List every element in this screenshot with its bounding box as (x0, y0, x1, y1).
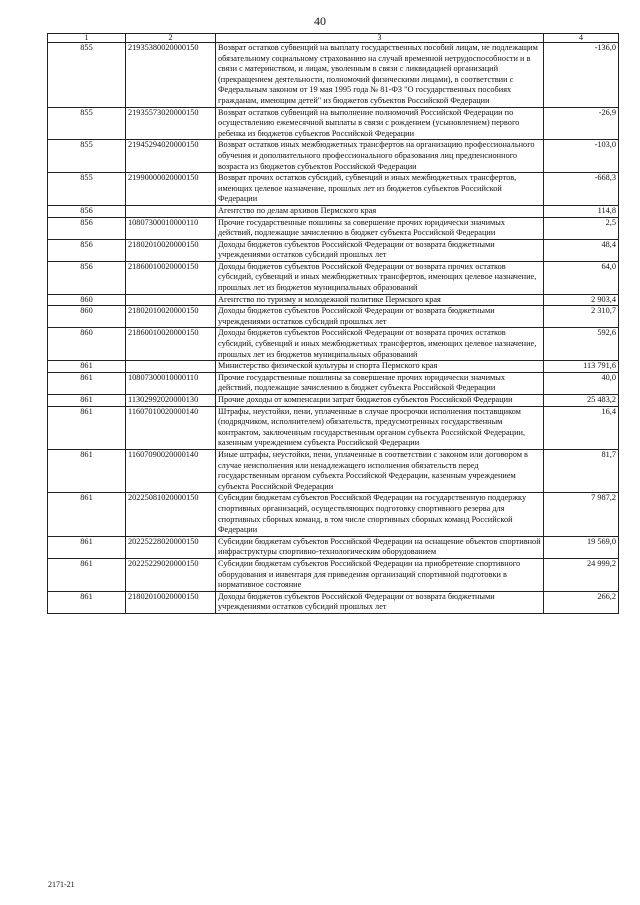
revenue-name-cell: Агентство по туризму и молодежной политике Пермского края (216, 294, 544, 306)
amount-cell: 19 569,0 (544, 536, 619, 558)
revenue-name-cell: Прочие государственные пошлины за совершение прочих юридически значимых действий, подлежащие зачислению в бюджет субъекта Российской Федерации (216, 372, 544, 394)
amount-cell: 2 310,7 (544, 306, 619, 328)
budget-classification-code-cell (126, 294, 216, 306)
amount-cell: 2,5 (544, 217, 619, 239)
admin-code-cell: 856 (48, 217, 126, 239)
revenue-name-cell: Агентство по делам архивов Пермского края (216, 205, 544, 217)
revenue-name-cell: Министерство физической культуры и спорта Пермского края (216, 361, 544, 373)
table-row (48, 173, 619, 206)
revenue-name-cell: Возврат остатков субвенций на выполнение полномочий Российской Федерации по осуществлению ежемесячной выплаты в связи с рождением (усыновлением) первого ребенка из бюджетов субъектов Российской Федерации (216, 107, 544, 140)
revenue-name-cell: Возврат прочих остатков субсидий, субвенций и иных межбюджетных трансфертов, имеющих целевое назначение, прошлых лет из бюджетов субъектов Российской Федерации (216, 173, 544, 206)
admin-code-cell: 861 (48, 558, 126, 591)
budget-classification-code-cell: 21935380020000150 (126, 43, 216, 108)
amount-cell: 592,6 (544, 328, 619, 361)
table-body (48, 43, 619, 614)
revenue-name-cell: Доходы бюджетов субъектов Российской Федерации от возврата бюджетными учреждениями остатков субсидий прошлых лет (216, 306, 544, 328)
table-row (48, 328, 619, 361)
table-row (48, 493, 619, 536)
budget-classification-code-cell: 10807300010000110 (126, 217, 216, 239)
amount-cell: 40,0 (544, 372, 619, 394)
amount-cell: -26,9 (544, 107, 619, 140)
budget-classification-code-cell: 11607010020000140 (126, 406, 216, 449)
table-row (48, 372, 619, 394)
budget-classification-code-cell: 21860010020000150 (126, 261, 216, 294)
revenue-name-cell: Доходы бюджетов субъектов Российской Федерации от возврата бюджетными учреждениями остатков субсидий прошлых лет (216, 239, 544, 261)
amount-cell: 48,4 (544, 239, 619, 261)
revenue-name-cell: Штрафы, неустойки, пени, уплаченные в случае просрочки исполнения поставщиком (подрядчиком, исполнителем) обязательств, предусмотренных государственным контрактом, заключенным государственным органом субъекта Российской Федерации, казенным учреждением субъекта Российской Федерации (216, 406, 544, 449)
table-row (48, 205, 619, 217)
admin-code-cell: 855 (48, 140, 126, 173)
revenue-name-cell: Субсидии бюджетам субъектов Российской Федерации на оснащение объектов спортивной инфраструктуры спортивно-технологическим оборудованием (216, 536, 544, 558)
amount-cell: -668,3 (544, 173, 619, 206)
revenue-name-cell: Иные штрафы, неустойки, пени, уплаченные в соответствии с законом или договором в случае неисполнения или ненадлежащего исполнения обязательств перед государственным органом субъекта Российской Федерации, казенным учреждением субъекта Российской Федерации (216, 449, 544, 492)
revenue-name-cell: Прочие доходы от компенсации затрат бюджетов субъектов Российской Федерации (216, 395, 544, 407)
table-row (48, 43, 619, 108)
footer-document-code: 2171-21 (48, 880, 75, 889)
column-header-3: 3 (216, 34, 544, 43)
admin-code-cell: 855 (48, 173, 126, 206)
table-row (48, 536, 619, 558)
amount-cell: 114,8 (544, 205, 619, 217)
table-row (48, 294, 619, 306)
revenue-name-cell: Субсидии бюджетам субъектов Российской Федерации на приобретение спортивного оборудования и инвентаря для приведения организаций спортивной подготовки в нормативное состояние (216, 558, 544, 591)
admin-code-cell: 855 (48, 107, 126, 140)
column-number-row (48, 34, 619, 43)
revenue-name-cell: Доходы бюджетов субъектов Российской Федерации от возврата прочих остатков субсидий, субвенций и иных межбюджетных трансфертов, имеющих целевое назначение, прошлых лет из бюджетов муниципальных образований (216, 261, 544, 294)
table-row (48, 591, 619, 613)
amount-cell: -136,0 (544, 43, 619, 108)
admin-code-cell: 860 (48, 306, 126, 328)
column-header-1: 1 (48, 34, 126, 43)
admin-code-cell: 860 (48, 328, 126, 361)
admin-code-cell: 861 (48, 372, 126, 394)
admin-code-cell: 861 (48, 395, 126, 407)
table-row (48, 107, 619, 140)
admin-code-cell: 856 (48, 261, 126, 294)
admin-code-cell: 856 (48, 205, 126, 217)
amount-cell: 7 987,2 (544, 493, 619, 536)
budget-classification-code-cell: 21990000020000150 (126, 173, 216, 206)
admin-code-cell: 861 (48, 406, 126, 449)
table-row (48, 239, 619, 261)
amount-cell: 266,2 (544, 591, 619, 613)
admin-code-cell: 855 (48, 43, 126, 108)
table-row (48, 558, 619, 591)
budget-classification-code-cell: 21802010020000150 (126, 239, 216, 261)
budget-classification-code-cell: 21945294020000150 (126, 140, 216, 173)
table-row (48, 361, 619, 373)
budget-classification-code-cell: 20225229020000150 (126, 558, 216, 591)
budget-classification-code-cell: 10807300010000110 (126, 372, 216, 394)
revenue-name-cell: Доходы бюджетов субъектов Российской Федерации от возврата бюджетными учреждениями остатков субсидий прошлых лет (216, 591, 544, 613)
table-row (48, 395, 619, 407)
page-number: 40 (314, 14, 326, 28)
budget-classification-code-cell: 20225081020000150 (126, 493, 216, 536)
budget-classification-code-cell: 21802010020000150 (126, 306, 216, 328)
admin-code-cell: 861 (48, 361, 126, 373)
admin-code-cell: 861 (48, 493, 126, 536)
amount-cell: 16,4 (544, 406, 619, 449)
budget-classification-code-cell (126, 205, 216, 217)
admin-code-cell: 861 (48, 536, 126, 558)
budget-classification-code-cell: 21935573020000150 (126, 107, 216, 140)
table-row (48, 306, 619, 328)
amount-cell: 64,0 (544, 261, 619, 294)
amount-cell: 2 903,4 (544, 294, 619, 306)
admin-code-cell: 861 (48, 449, 126, 492)
table-row (48, 261, 619, 294)
revenue-name-cell: Возврат остатков иных межбюджетных трансфертов на организацию профессионального обучения и дополнительного профессионального образования лиц предпенсионного возраста из бюджетов субъектов Российской Федерации (216, 140, 544, 173)
revenue-name-cell: Доходы бюджетов субъектов Российской Федерации от возврата прочих остатков субсидий, субвенций и иных межбюджетных трансфертов, имеющих целевое назначение, прошлых лет из бюджетов муниципальных образований (216, 328, 544, 361)
revenue-table (47, 33, 619, 614)
budget-classification-code-cell: 21860010020000150 (126, 328, 216, 361)
admin-code-cell: 860 (48, 294, 126, 306)
revenue-name-cell: Субсидии бюджетам субъектов Российской Федерации на государственную поддержку спортивных организаций, осуществляющих подготовку спортивного резерва для спортивных сборных команд, в том числе спортивных сборных команд Российской Федерации (216, 493, 544, 536)
amount-cell: 113 791,6 (544, 361, 619, 373)
budget-classification-code-cell: 11607090020000140 (126, 449, 216, 492)
budget-classification-code-cell: 20225228020000150 (126, 536, 216, 558)
table-row (48, 406, 619, 449)
admin-code-cell: 861 (48, 591, 126, 613)
amount-cell: 25 483,2 (544, 395, 619, 407)
admin-code-cell: 856 (48, 239, 126, 261)
budget-classification-code-cell: 11302992020000130 (126, 395, 216, 407)
budget-classification-code-cell (126, 361, 216, 373)
table-row (48, 217, 619, 239)
amount-cell: 24 999,2 (544, 558, 619, 591)
revenue-name-cell: Возврат остатков субвенций на выплату государственных пособий лицам, не подлежащим обязательному социальному страхованию на случай временной нетрудоспособности и в связи с материнством, и лицам, уволенным в связи с ликвидацией организаций (прекращением деятельности, полномочий физическими лицами), в соответствии с Федеральным законом от 19 мая 1995 года № 81-ФЗ "О государственных пособиях гражданам, имеющим детей" из бюджетов субъектов Российской Федерации (216, 43, 544, 108)
budget-classification-code-cell: 21802010020000150 (126, 591, 216, 613)
table-row (48, 449, 619, 492)
amount-cell: 81,7 (544, 449, 619, 492)
revenue-name-cell: Прочие государственные пошлины за совершение прочих юридически значимых действий, подлежащие зачислению в бюджет субъекта Российской Федерации (216, 217, 544, 239)
amount-cell: -103,0 (544, 140, 619, 173)
table-header (48, 34, 619, 43)
column-header-4: 4 (544, 34, 619, 43)
column-header-2: 2 (126, 34, 216, 43)
table-row (48, 140, 619, 173)
